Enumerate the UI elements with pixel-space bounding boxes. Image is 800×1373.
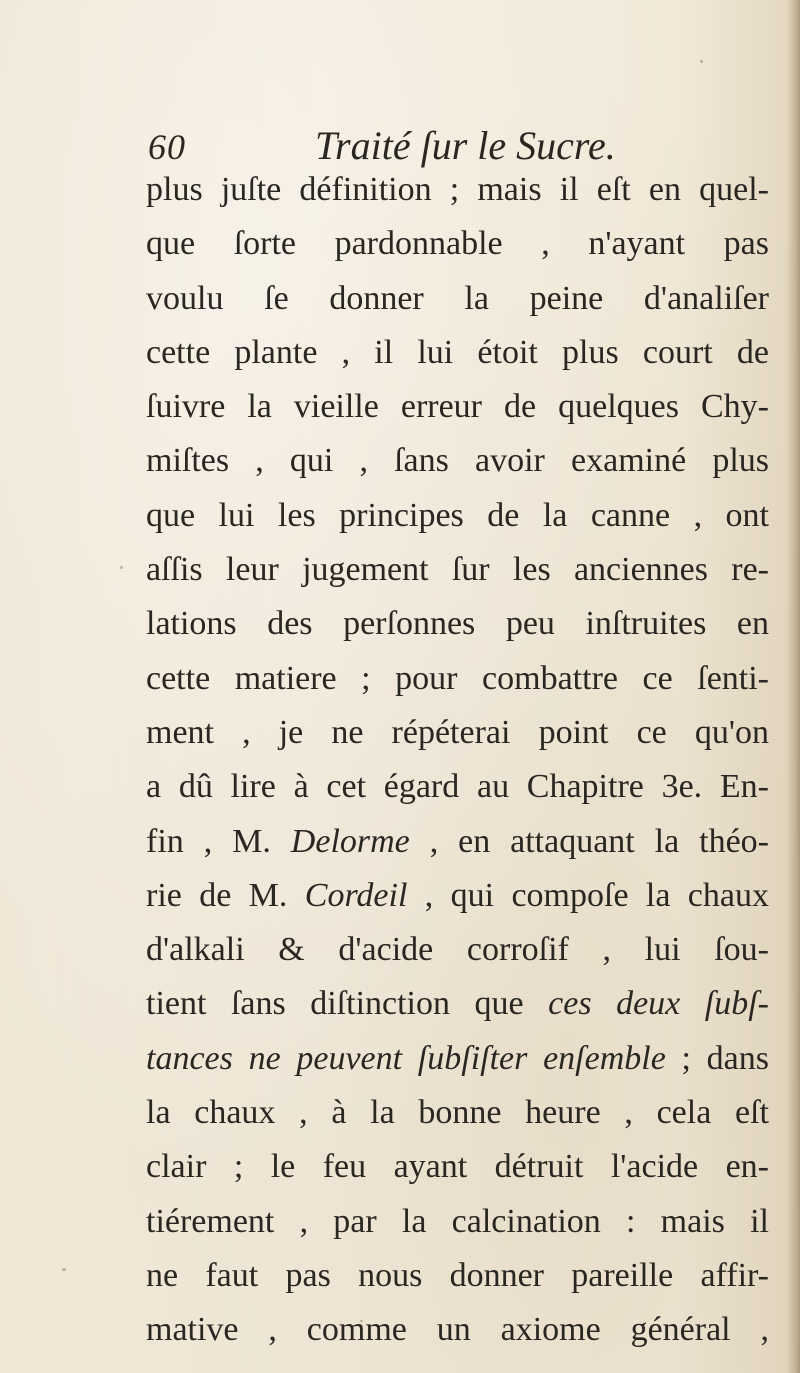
- text-line-17: [146, 1032, 769, 1086]
- text-line-11: ment , je ne répéterai point ce qu'on: [146, 713, 769, 751]
- text-line-1: plus juſte définition ; mais il eſt en quel-: [146, 171, 769, 208]
- page-number: 60: [148, 127, 186, 167]
- text-line-16: [146, 977, 769, 1031]
- text-line-13-start: fin , M.: [146, 822, 291, 860]
- text-line-2: que ſorte pardonnable , n'ayant pas: [146, 225, 769, 263]
- text-line-14: [146, 869, 769, 923]
- text-line-12: a dû lire à cet égard au Chapitre 3e. En-: [146, 768, 769, 806]
- page-edge-shadow: [786, 0, 800, 1373]
- name-cordeil: Cordeil: [304, 876, 408, 914]
- quote-italic-end: tances ne peuvent ſubſiſter enſemble: [146, 1039, 666, 1077]
- paper-speck: [62, 1268, 66, 1271]
- body-text: [146, 163, 769, 1358]
- text-line-3: voulu ſe donner la peine d'analiſer: [146, 279, 769, 317]
- text-line-21: ne faut pas nous donner pareille affir-: [146, 1256, 769, 1294]
- text-line-16-start: tient ſans diſtinction que: [146, 985, 549, 1023]
- text-line-5: ſuivre la vieille erreur de quelques Chy-: [146, 388, 769, 426]
- text-line-17-end: ; dans: [665, 1039, 769, 1077]
- text-line-8: aſſis leur jugement ſur les anciennes re-: [146, 551, 769, 589]
- text-line-13: [146, 815, 769, 869]
- text-line-18: la chaux , à la bonne heure , cela eſt: [146, 1094, 769, 1132]
- text-line-6: miſtes , qui , ſans avoir examiné plus: [146, 442, 769, 480]
- running-title: Traité ſur le Sucre.: [315, 123, 616, 168]
- text-line-15: d'alkali & d'acide corroſif , lui ſou-: [146, 931, 769, 969]
- quote-italic-start: ces deux ſubſ-: [548, 985, 770, 1023]
- text-line-19: clair ; le feu ayant détruit l'acide en-: [146, 1148, 769, 1186]
- text-line-14-end: , qui compoſe la chaux: [407, 876, 769, 914]
- paper-speck: [700, 60, 703, 63]
- text-line-7: que lui les principes de la canne , ont: [146, 496, 769, 534]
- text-line-10: cette matiere ; pour combattre ce ſenti-: [146, 659, 769, 697]
- text-line-13-end: , en attaquant la théo-: [409, 822, 770, 860]
- paper-speck: [120, 566, 123, 569]
- name-delorme: Delorme: [290, 822, 410, 860]
- text-line-9: lations des perſonnes peu inſtruites en: [146, 605, 769, 643]
- text-line-14-start: rie de M.: [146, 876, 305, 914]
- paper-speck: [360, 1320, 363, 1322]
- text-line-4: cette plante , il lui étoit plus court de: [146, 333, 769, 371]
- text-line-20: tiérement , par la calcination : mais il: [146, 1202, 769, 1240]
- text-line-22: mative , comme un axiome général ,: [146, 1311, 769, 1349]
